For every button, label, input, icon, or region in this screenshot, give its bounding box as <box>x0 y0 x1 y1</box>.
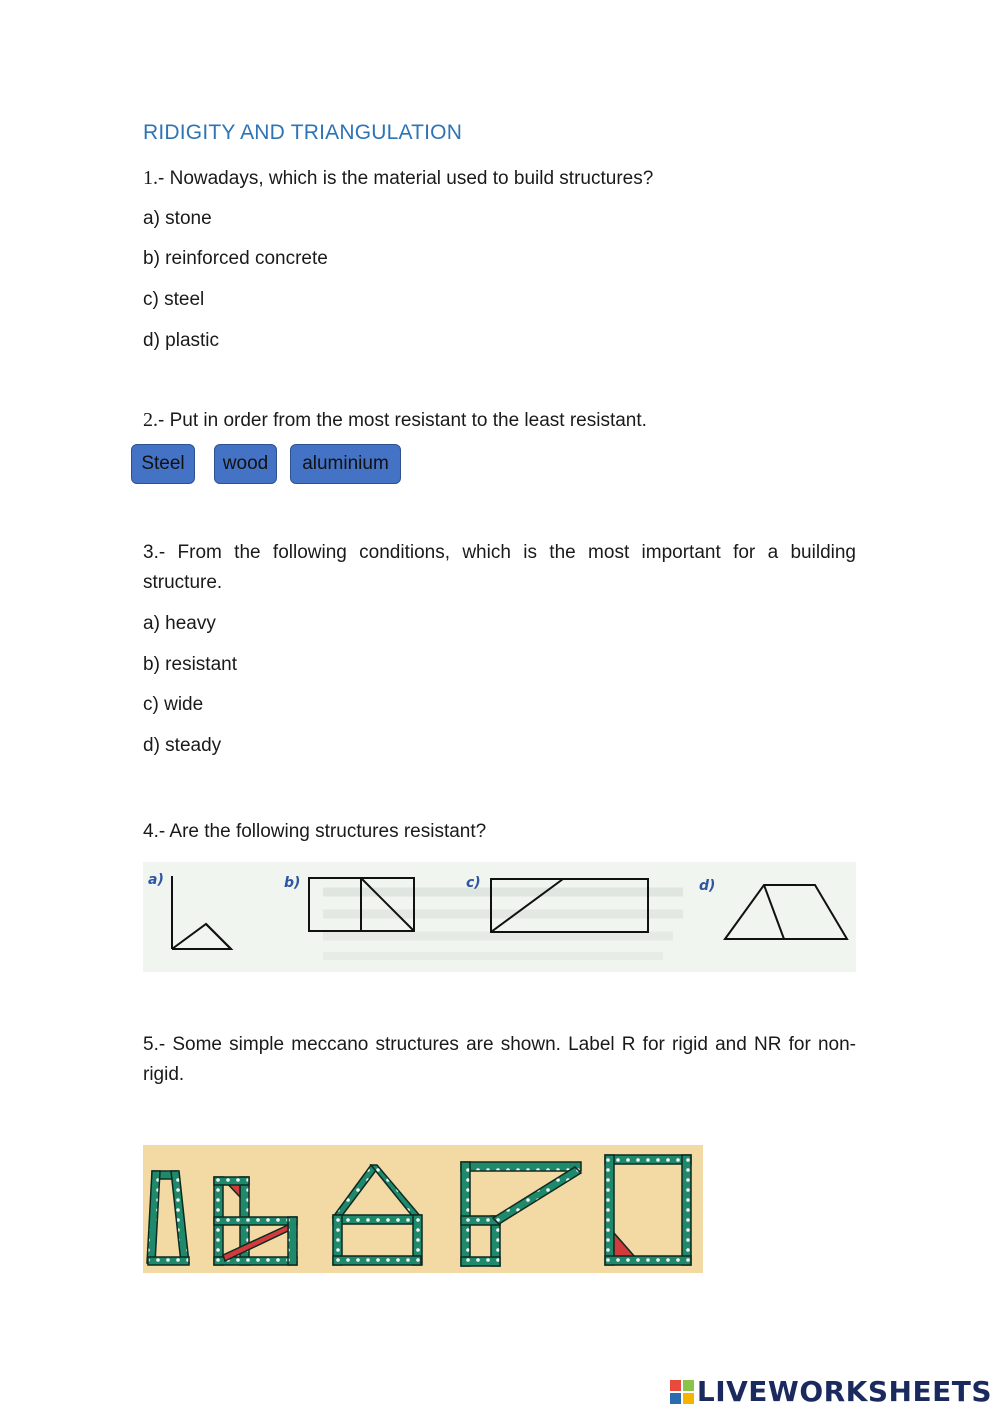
question-3-option-b[interactable]: b) resistant <box>143 654 237 675</box>
question-4: 4.- Are the following structures resistant? <box>143 821 487 842</box>
question-1-option-d[interactable]: d) plastic <box>143 330 220 351</box>
question-1-option-b[interactable]: b) reinforced concrete <box>143 248 328 269</box>
question-1-text: - Nowadays, which is the material used to build structures? <box>158 168 654 189</box>
question-5-line-1: 5.- Some simple meccano structures are shown. Label R for rigid and NR for non- <box>143 1034 856 1055</box>
drag-chip-steel[interactable]: Steel <box>131 444 195 484</box>
liveworksheets-logo-text: LIVEWORKSHEETS <box>696 1375 992 1408</box>
question-1-number: 1. <box>143 167 158 189</box>
question-2-number: 2. <box>143 409 158 431</box>
meccano-figure <box>143 1145 703 1273</box>
drag-chip-wood[interactable]: wood <box>214 444 277 484</box>
structures-figure <box>143 862 856 972</box>
liveworksheets-logo <box>669 1375 992 1408</box>
structure-b-label: b) <box>284 875 301 891</box>
liveworksheets-logo-icon <box>669 1378 695 1406</box>
structure-a-label: a) <box>148 872 164 888</box>
question-3-option-c[interactable]: c) wide <box>143 694 204 715</box>
structure-c-label: c) <box>466 875 481 891</box>
question-3-line-2: structure. <box>143 572 223 593</box>
question-1-option-c[interactable]: c) steel <box>143 289 205 310</box>
meccano-diagram <box>143 1145 703 1273</box>
question-3-line-1: 3.- From the following conditions, which is the most important for a building <box>143 542 856 563</box>
structures-diagram <box>143 862 856 972</box>
question-2-text: - Put in order from the most resistant to the least resistant. <box>158 410 647 431</box>
question-1-option-a[interactable]: a) stone <box>143 208 212 229</box>
drag-chip-aluminium[interactable]: aluminium <box>290 444 401 484</box>
question-5-line-2: rigid. <box>143 1064 185 1085</box>
page-title: RIDIGITY AND TRIANGULATION <box>143 121 463 144</box>
question-1 <box>143 167 653 190</box>
question-3-option-d[interactable]: d) steady <box>143 735 222 756</box>
question-2 <box>143 409 647 432</box>
question-3-option-a[interactable]: a) heavy <box>143 613 216 634</box>
structure-d-label: d) <box>699 878 716 894</box>
